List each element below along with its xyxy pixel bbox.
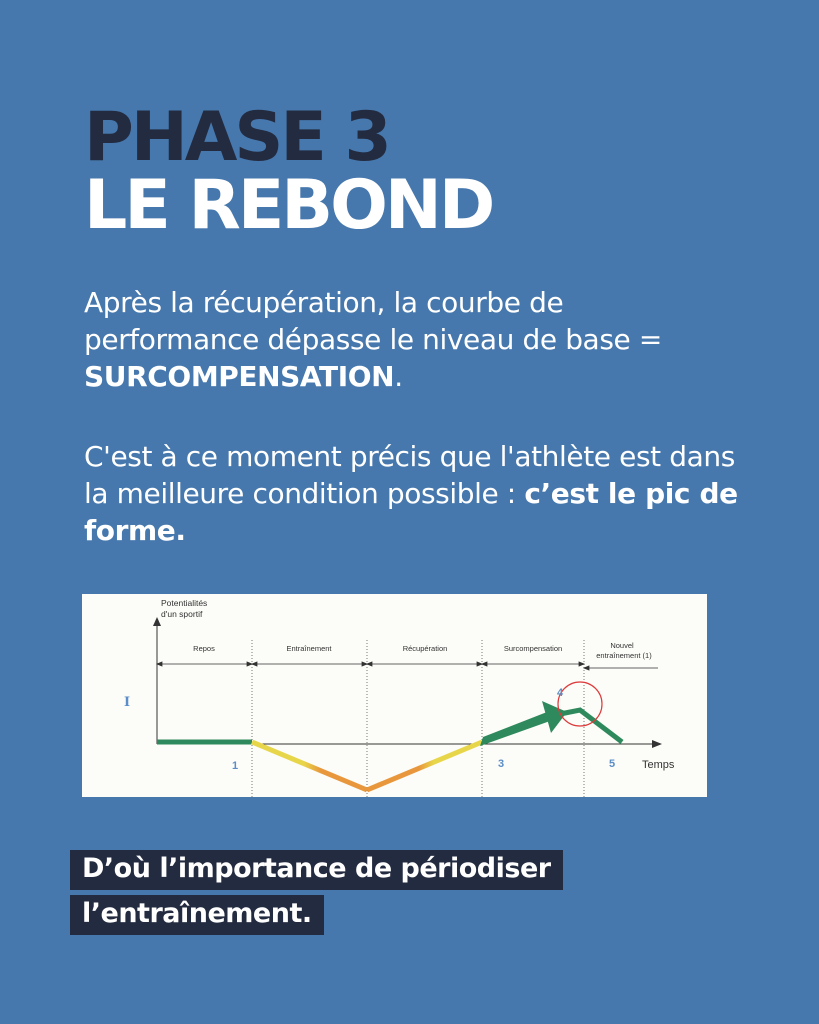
marker-4: 4 [557, 687, 564, 699]
phase-arrows [157, 662, 658, 670]
callout-line-2: l’entraînement. [70, 895, 324, 935]
paragraph-1-bold: SURCOMPENSATION [84, 360, 395, 393]
phase-label-recuperation: Récupération [402, 644, 448, 653]
x-axis-arrow [652, 740, 662, 748]
paragraph-surcompensation [84, 284, 744, 395]
title-rebond: LE REBOND [84, 166, 493, 245]
level-label: I [124, 695, 131, 710]
y-axis-label-2: d'un sportif [161, 609, 203, 619]
phase-label-nouvel: Nouvel [610, 641, 634, 650]
curve-decline [560, 710, 622, 742]
title-phase: PHASE 3 [84, 98, 389, 177]
curve-surcompensation [480, 712, 550, 746]
peak-circle [558, 682, 602, 726]
paragraph-2-text: C'est à ce moment précis que l'athlète est dans la meilleure condition possible : [84, 440, 735, 510]
phase-label-surcompensation: Surcompensation [503, 644, 563, 653]
supercompensation-diagram [82, 594, 707, 797]
callout-line-1: D’où l’importance de périodiser [70, 850, 563, 890]
diagram-svg [82, 594, 707, 797]
paragraph-2-bold: c’est le pic de forme. [84, 477, 738, 547]
x-axis-label: Temps [642, 759, 675, 771]
curve-training [252, 742, 367, 790]
phase-label-repos: Repos [193, 644, 215, 653]
paragraph-1-text: Après la récupération, la courbe de performance dépasse le niveau de base = [84, 286, 662, 356]
marker-1: 1 [232, 760, 239, 772]
callout-periodisation [70, 846, 563, 936]
marker-3: 3 [498, 758, 505, 770]
y-axis-label-1: Potentialités [161, 598, 208, 608]
curve-recovery [367, 742, 482, 790]
y-axis-arrow [153, 617, 161, 626]
marker-5: 5 [609, 758, 616, 770]
paragraph-1-end: . [394, 360, 403, 393]
phase-label-entrainement: Entraînement [286, 644, 332, 653]
phase-label-nouvel-entrainement: entraînement (1) [596, 651, 652, 660]
paragraph-pic-de-forme [84, 438, 744, 549]
